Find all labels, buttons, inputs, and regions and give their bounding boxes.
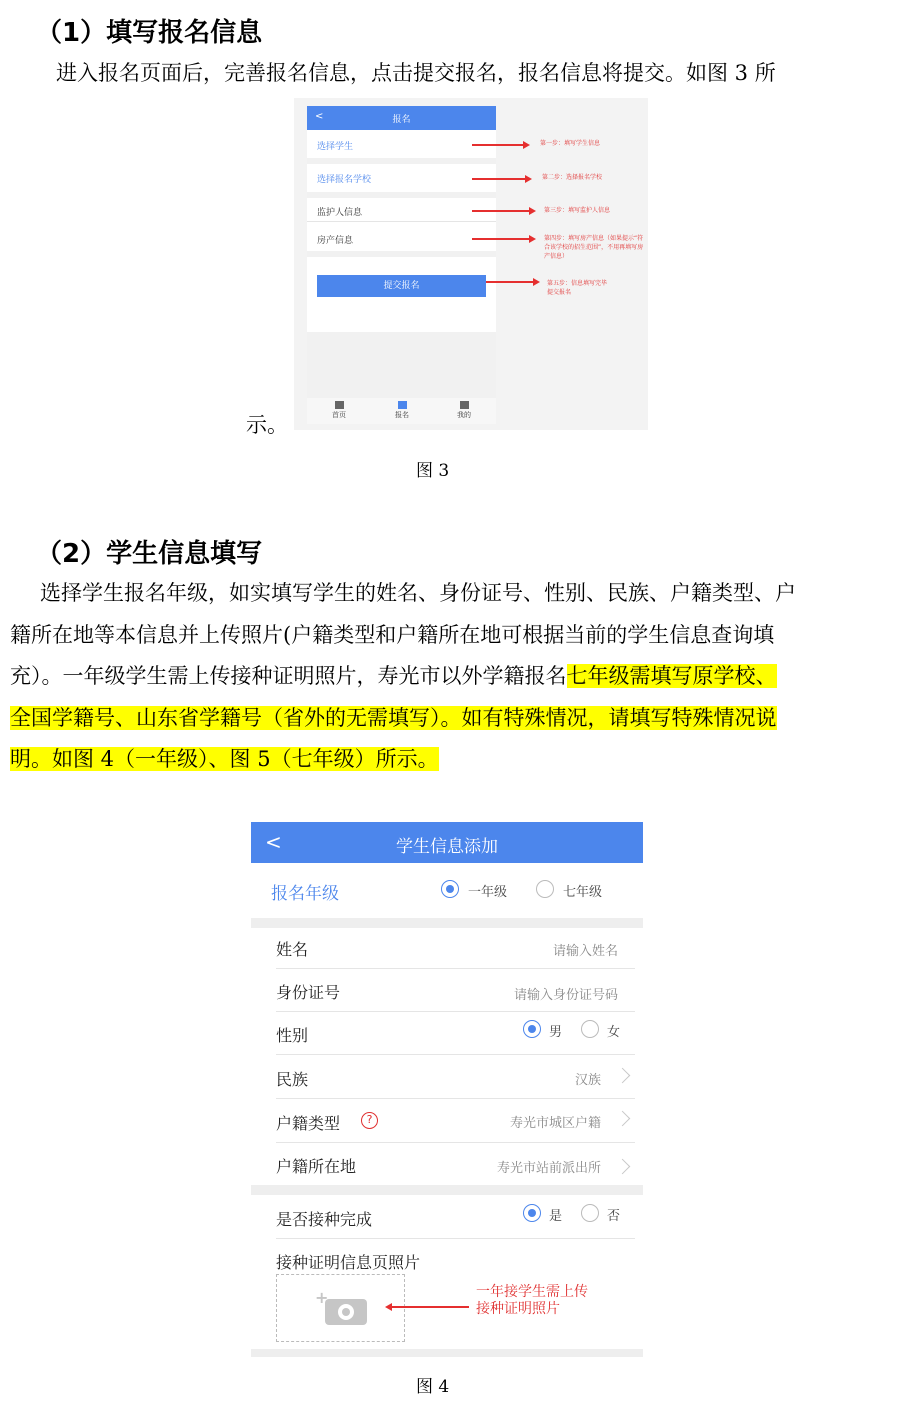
section1-paragraph-end: 示。: [246, 413, 288, 437]
arrow-step4: [472, 238, 530, 240]
photo-annotation: 一年接学生需上传 接种证明照片: [476, 1284, 588, 1317]
submit-button[interactable]: 提交报名: [317, 275, 486, 297]
annotation-step5: 第五步：信息填写完毕提交报名: [547, 280, 608, 296]
highlight-text: 七年级需填写原学校、: [566, 664, 777, 688]
section2-heading: （2）学生信息填写: [36, 539, 263, 569]
annotation-step4: 第四步：填写房产信息（如果提示“符合该学校的招生范围”，不用再填写房产信息）: [544, 235, 644, 260]
section1-paragraph: 进入报名页面后，完善报名信息，点击提交报名，报名信息将提交。如图 3 所: [56, 61, 776, 85]
vaccination-radio-no[interactable]: [581, 1204, 599, 1222]
vaccination-option-yes: 是: [549, 1209, 563, 1224]
section1-heading: （1）填写报名信息: [36, 18, 263, 48]
figure4-caption: 图 4: [416, 1377, 450, 1397]
vaccination-radio-yes[interactable]: [523, 1204, 541, 1222]
gender-option-male: 男: [549, 1025, 563, 1040]
gender-label: 性别: [276, 1026, 309, 1045]
annotation-step1: 第一步：填写学生信息: [540, 140, 601, 147]
back-icon[interactable]: <: [315, 111, 324, 122]
vaccination-option-no: 否: [607, 1209, 621, 1224]
section2-line5: 明。如图 4（一年级）、图 5（七年级）所示。: [10, 747, 439, 771]
vaccination-label: 是否接种完成: [276, 1210, 373, 1229]
figure3-phone: < 报名 选择学生 选择报名学校 监护人信息 房产信息 提交报名 首页 报名 我的: [307, 106, 496, 424]
ethnic-select[interactable]: 汉族: [574, 1073, 601, 1088]
gender-option-female: 女: [607, 1025, 621, 1040]
home-icon: [335, 401, 344, 409]
figure3-header: [307, 106, 496, 130]
bottom-nav: [307, 398, 496, 424]
figure3-caption: 图 3: [416, 461, 450, 481]
user-icon: [460, 401, 469, 409]
hukou-place-select[interactable]: 寿光市站前派出所: [496, 1161, 601, 1176]
arrow-step1: [472, 144, 524, 146]
figure4-header: [251, 822, 643, 863]
grade-option-1: 一年级: [468, 885, 508, 900]
hukou-type-select[interactable]: 寿光市城区户籍: [509, 1116, 601, 1131]
figure4-screenshot: [251, 822, 643, 1357]
ethnic-label: 民族: [276, 1070, 309, 1089]
back-icon[interactable]: <: [265, 830, 282, 854]
arrow-step5: [486, 281, 534, 283]
figure4-title: 学生信息添加: [396, 837, 498, 857]
grade-radio-7[interactable]: [536, 880, 554, 898]
chevron-right-icon: [615, 1159, 631, 1175]
grade-label: 报名年级: [271, 884, 339, 904]
section2-line2: 籍所在地等本信息并上传照片(户籍类型和户籍所在地可根据当前的学生信息查询填: [10, 623, 775, 647]
arrow-step3: [472, 210, 530, 212]
chevron-right-icon: [615, 1111, 631, 1127]
section2-line1: 选择学生报名年级，如实填写学生的姓名、身份证号、性别、民族、户籍类型、户: [40, 581, 796, 605]
section2-line3: 充）。一年级学生需上传接种证明照片，寿光市以外学籍报名七年级需填写原学校、: [10, 664, 777, 688]
arrow-photo: [391, 1306, 469, 1308]
annotation-step3: 第三步：填写监护人信息: [544, 207, 611, 214]
plus-icon: +: [315, 1288, 329, 1307]
send-icon: [398, 401, 407, 409]
chevron-right-icon: [615, 1068, 631, 1084]
id-input[interactable]: 请输入身份证号码: [513, 988, 618, 1003]
figure3-screenshot: [294, 98, 648, 430]
nav-signup[interactable]: 报名: [382, 401, 422, 420]
gender-radio-male[interactable]: [523, 1020, 541, 1038]
grade-option-7: 七年级: [563, 885, 603, 900]
nav-mine[interactable]: 我的: [444, 401, 484, 420]
annotation-step2: 第二步：选择报名学校: [542, 174, 603, 181]
figure3-title: 报名: [392, 115, 411, 125]
hukou-type-label: 户籍类型: [276, 1114, 341, 1133]
nav-home[interactable]: 首页: [319, 401, 359, 420]
camera-icon: [325, 1299, 367, 1325]
name-input[interactable]: 请输入姓名: [552, 944, 618, 959]
hukou-place-label: 户籍所在地: [276, 1157, 357, 1176]
section2-line4: 全国学籍号、山东省学籍号（省外的无需填写）。如有特殊情况，请填写特殊情况说: [10, 706, 777, 730]
grade-radio-1[interactable]: [441, 880, 459, 898]
id-label: 身份证号: [276, 983, 341, 1002]
arrow-step2: [472, 178, 526, 180]
gender-radio-female[interactable]: [581, 1020, 599, 1038]
photo-label: 接种证明信息页照片: [276, 1253, 421, 1272]
name-label: 姓名: [276, 940, 309, 959]
help-icon[interactable]: ?: [361, 1112, 378, 1129]
